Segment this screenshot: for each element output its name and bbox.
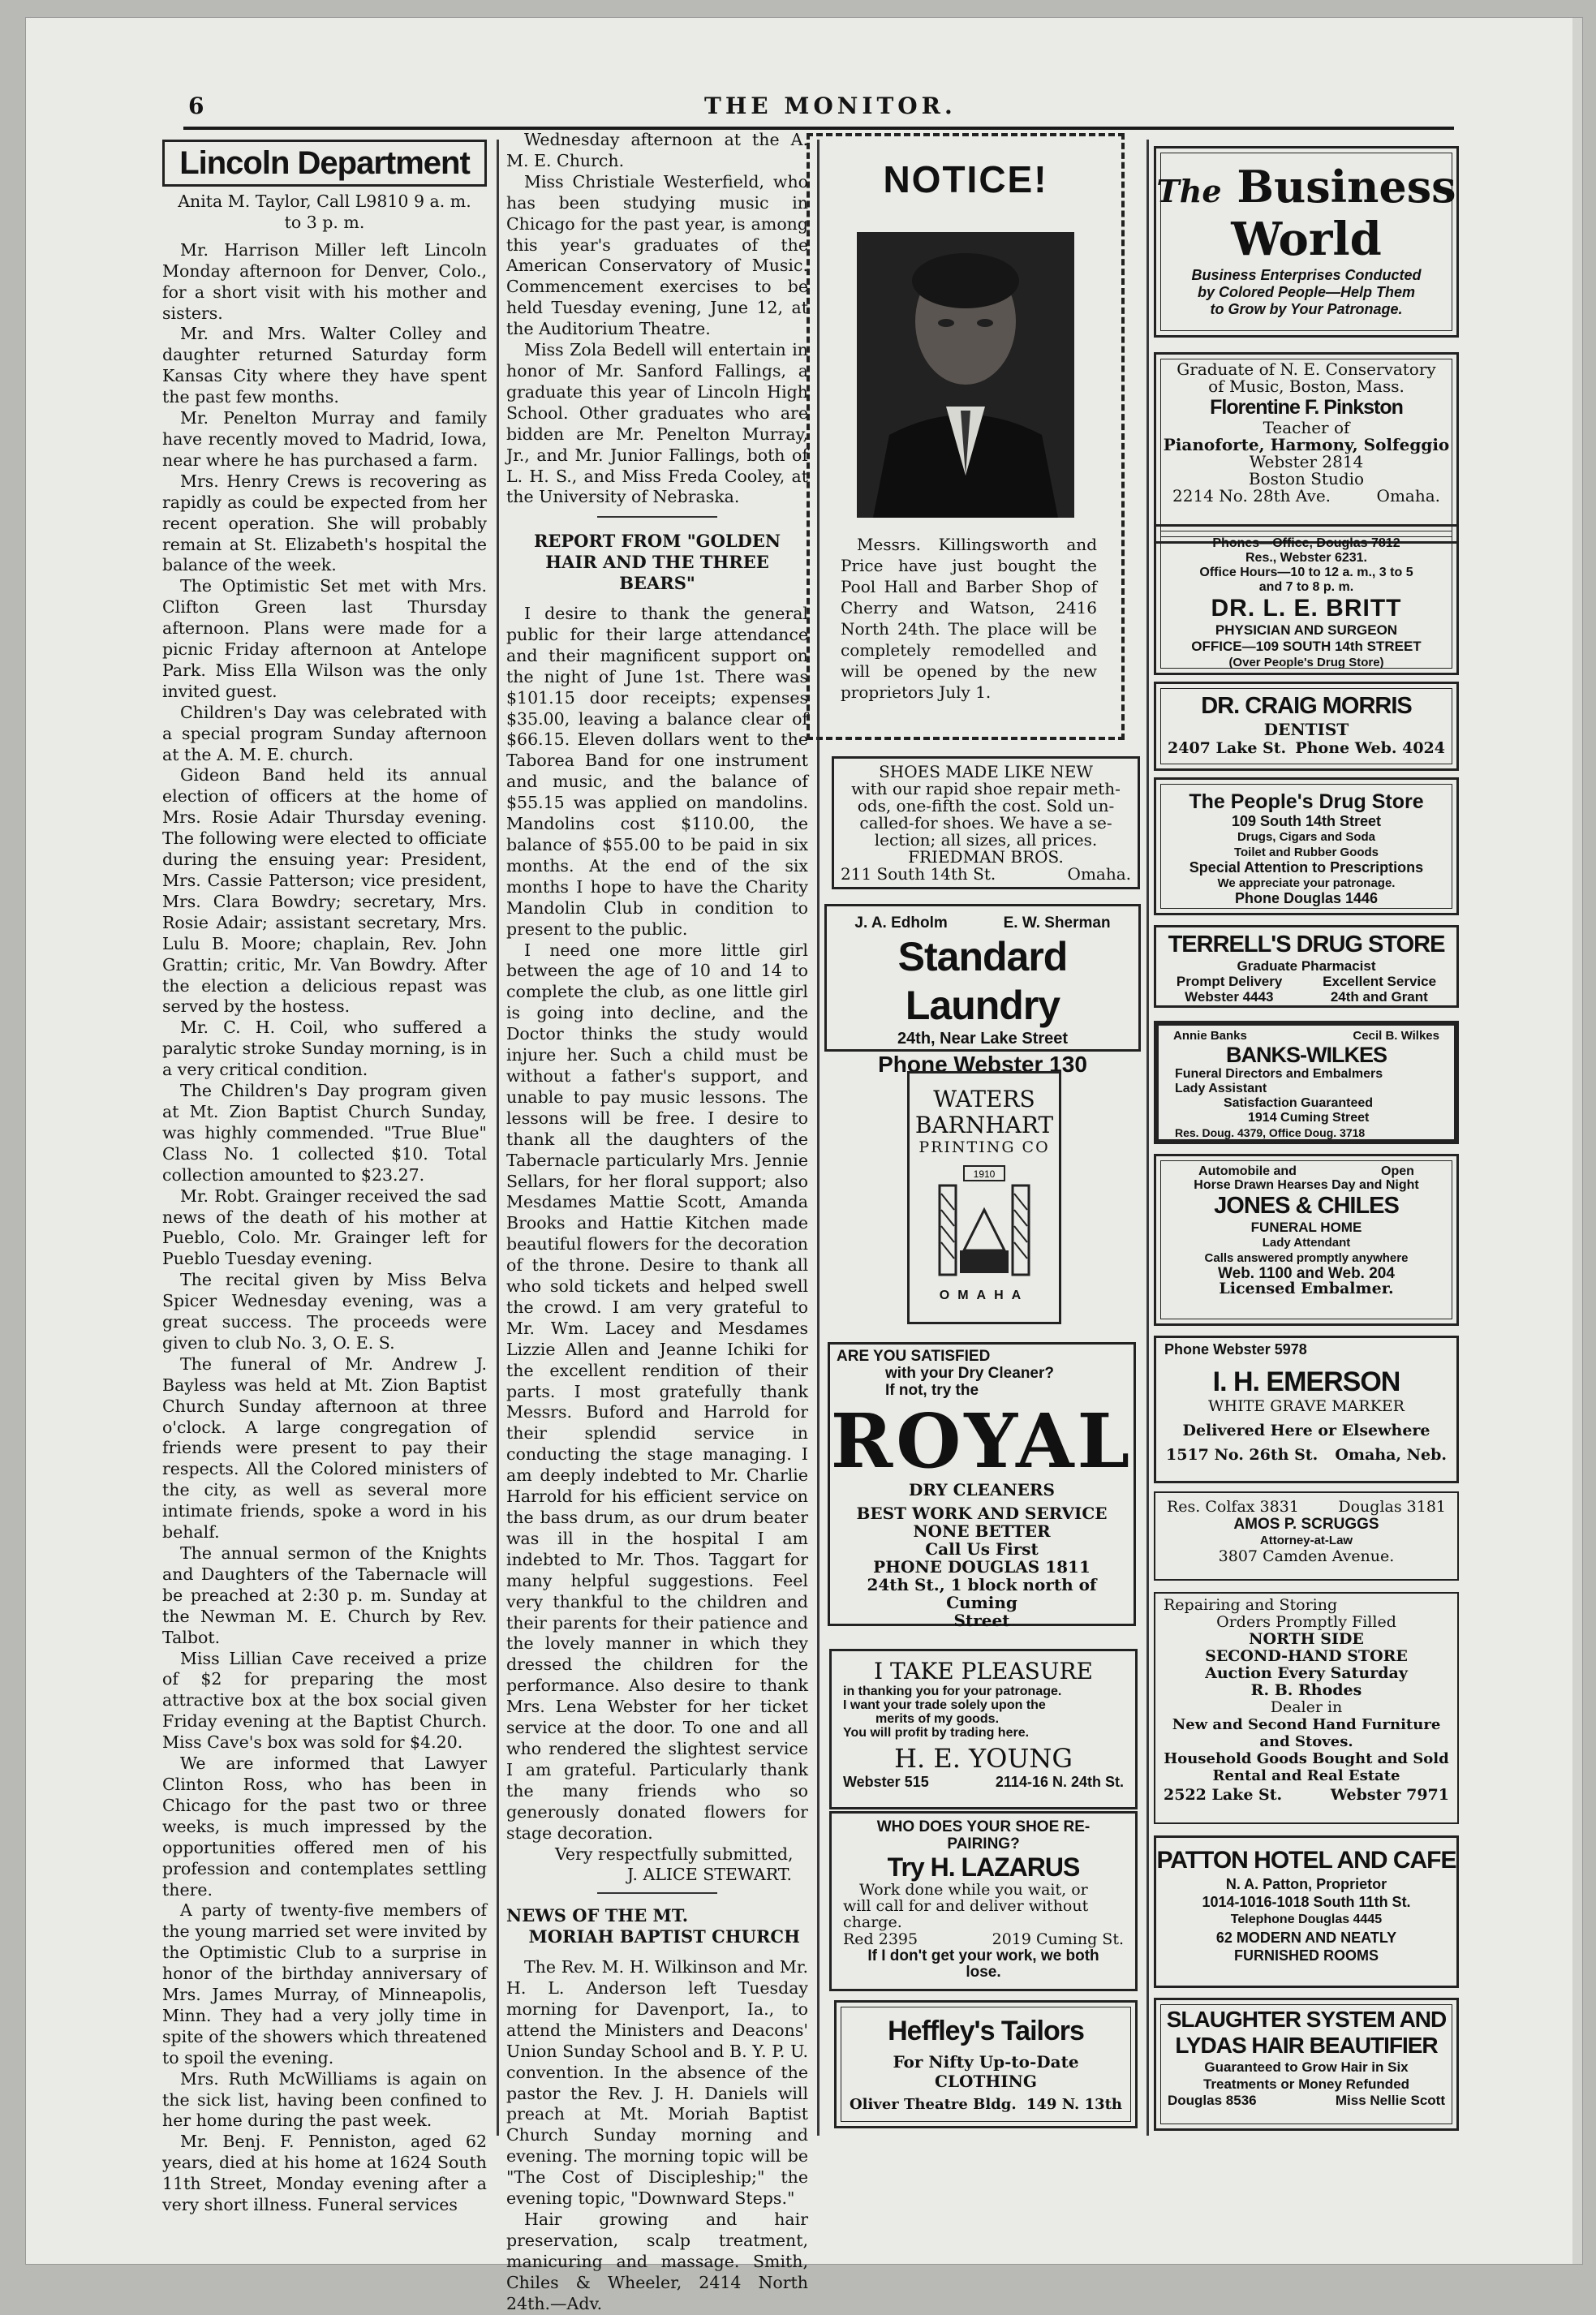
report-heading: REPORT FROM "GOLDEN HAIR AND THE THREE BEARS"	[533, 531, 781, 594]
page-number: 6	[188, 93, 206, 119]
friedman-shoes-ad: SHOES MADE LIKE NEW with our rapid shoe repair meth- ods, one-fifth the cost. Sold un- called-for shoes. We have a se- lection; all sizes, all prices. FRIEDMAN BROS. 211 South 14th St. Omaha.	[832, 756, 1140, 889]
portrait-photo	[857, 232, 1074, 518]
column-rule	[497, 140, 499, 2136]
byline: Anita M. Taylor, Call L9810 9 a. m. to 3 p. m.	[178, 191, 471, 232]
pinkston-music-ad: Graduate of N. E. Conservatory of Music, Boston, Mass. Florentine F. Pinkston Teacher of Pianoforte, Harmony, Solfeggio Webster 2814 Boston Studio 2214 No. 28th Ave. Omaha.	[1154, 352, 1459, 544]
royal-dry-cleaners-ad: ARE YOU SATISFIED with your Dry Cleaner? If not, try the ROYAL DRY CLEANERS BEST WORK AND SERVICE NONE BETTER Call Us First PHONE DOUGLAS 1811 24th St., 1 block north of Cuming Street	[828, 1342, 1136, 1626]
news-paragraph: Wednesday afternoon at the A. M. E. Church.	[506, 130, 808, 170]
news-items	[506, 130, 808, 508]
north-side-second-hand-store-ad: Repairing and Storing Orders Promptly Filled NORTH SIDE SECOND-HAND STORE Auction Every Saturday R. B. Rhodes Dealer in New and Second Hand Furniture and Stoves. Household Goods Bought and Sold Rental and Real Estate 2522 Lake St. Webster 7971	[1154, 1592, 1459, 1824]
news-paragraph: The recital given by Miss Belva Spicer Wednesday evening, was a great success. The proceeds were given to club No. 3, O. E. S.	[162, 1270, 487, 1353]
h-e-young-ad: I TAKE PLEASURE in thanking you for your patronage. I want your trade solely upon the merits of my goods. You will profit by trading here. H. E. YOUNG Webster 515 2114-16 N. 24th St.	[829, 1649, 1138, 1809]
closing: Very respectfully submitted,	[555, 1844, 794, 1864]
news-paragraph: The Children's Day program given at Mt. Zion Baptist Church Sunday, was highly commended. "True Blue" Class No. 1 collected $10. Total collection amounted to $23.27.	[162, 1081, 487, 1185]
divider	[597, 1892, 718, 1894]
news-paragraph: The annual sermon of the Knights and Daughters of the Tabernacle will be preached at 2:30 p. m. Sunday at the Newman M. E. Church by Rev. Talbot.	[162, 1543, 487, 1647]
portrait-illustration	[857, 232, 1074, 518]
signature: J. ALICE STEWART.	[626, 1865, 792, 1885]
news-paragraph: Mr. Harrison Miller left Lincoln Monday afternoon for Denver, Colo., for a short visit with his mother and sisters.	[162, 239, 487, 323]
waters-barnhart-printing-ad: WATERS BARNHART PRINTING CO 1910 OMAHA	[907, 1071, 1061, 1324]
patton-hotel-ad: PATTON HOTEL AND CAFE N. A. Patton, Proprietor 1014-1016-1018 South 11th St. Telephone Douglas 4445 62 MODERN AND NEATLY FURNISHED ROOMS	[1154, 1835, 1459, 1988]
news-paragraph: The Rev. M. H. Wilkinson and Mr. H. L. Anderson left Tuesday morning for Davenport, Ia., to attend the Ministers and Deacons' Union Sunday School and B. Y. P. U. convention. In the absence of the pastor the Rev. J. H. Daniels will preach at Mt. Moriah Baptist Church Sunday morning and evening. The morning topic will be "The Cost of Discipleship;" the evening topic, "Downward Steps."	[506, 1957, 808, 2209]
newspaper-page	[26, 18, 1582, 2313]
business-world-ad: The Business World Business Enterprises Conducted by Colored People—Help Them to Grow by Your Patronage.	[1154, 146, 1459, 338]
slaughter-system-ad: SLAUGHTER SYSTEM AND LYDAS HAIR BEAUTIFIER Guaranteed to Grow Hair in Six Treatments or Money Refunded Douglas 8536 Miss Nellie Scott	[1154, 1998, 1459, 2131]
news-paragraph: Mr. and Mrs. Walter Colley and daughter returned Saturday form Kansas City where they have spent the past few months.	[162, 324, 487, 407]
news-paragraph: Children's Day was celebrated with a special program Sunday afternoon at the A. M. E. church.	[162, 702, 487, 764]
header-rule	[183, 127, 1454, 130]
jones-chiles-ad: Automobile and Open Horse Drawn Hearses Day and Night JONES & CHILES FUNERAL HOME Lady Attendant Calls answered promptly anywhere Web. 1100 and Web. 204 Licensed Embalmer.	[1154, 1154, 1459, 1326]
banks-wilkes-ad: Annie Banks Cecil B. Wilkes BANKS-WILKES Funeral Directors and Embalmers Lady Assistant Satisfaction Guaranteed 1914 Cuming Street Res. Doug. 4379, Office Doug. 3718	[1154, 1021, 1459, 1144]
lincoln-department-column	[162, 140, 487, 2216]
news-items	[162, 240, 487, 2216]
news-paragraph: Hair growing and hair preservation, scalp treatment, manicuring and massage. Smith, Chiles & Wheeler, 2414 North 24th.—Adv.	[506, 2210, 808, 2313]
masthead-title: THE MONITOR.	[704, 93, 957, 119]
dr-craig-morris-ad: DR. CRAIG MORRIS DENTIST 2407 Lake St. Phone Web. 4024	[1154, 682, 1459, 771]
news-paragraph: Mrs. Henry Crews is recovering as rapidly as could be expected from her recent operation. She will probably remain at St. Elizabeth's hospital the balance of the week.	[162, 471, 487, 575]
news-paragraph: Miss Lillian Cave received a prize of $2 for preparing the most attractive box at the box social given Friday evening at the Baptist Church. Miss Cave's box was sold for $4.20.	[162, 1648, 487, 1753]
news-paragraph: Gideon Band held its annual election of officers at the home of Mrs. Rosie Adair Thursday evening. The following were elected to officiate during the ensuing year: President, Mrs. Cassie Patterson; vice president, Mrs. Clara Bowdry; secretary, Mrs. Rosie Adair; assistant secretary, Mrs. Lulu B. Moore; chaplain, Rev. John Grattin; critic, Mr. Van Bowdry. After the election a delicious repast was served by the hostess.	[162, 765, 487, 1017]
printing-press-emblem	[923, 1161, 1045, 1283]
emerson-grave-marker-ad: Phone Webster 5978 I. H. EMERSON WHITE GRAVE MARKER Delivered Here or Elsewhere 1517 No. 26th St. Omaha, Neb.	[1154, 1336, 1459, 1483]
section-title: Lincoln Department	[162, 140, 487, 187]
terrells-drug-store-ad: TERRELL'S DRUG STORE Graduate Pharmacist Prompt Delivery Excellent Service Webster 4443 24th and Grant	[1154, 925, 1459, 1008]
report-body	[506, 604, 808, 1844]
news-paragraph: Mr. C. H. Coil, who suffered a paralytic stroke Sunday morning, is in a very critical condition.	[162, 1018, 487, 1080]
notice-ad: NOTICE! Messrs. Killingsworth and Price have just bought the Pool Hall and Barber Shop of Cherry and Watson, 2416 North 24th. The place will be completely remodelled and will be opened by the new proprietors July 1.	[807, 133, 1125, 740]
divider	[597, 516, 718, 518]
h-lazarus-ad: WHO DOES YOUR SHOE RE- PAIRING? Try H. LAZARUS Work done while you wait, or will call for and deliver without charge. Red 2395 2019 Cuming St. If I don't get your work, we both lose.	[829, 1811, 1138, 1991]
news-paragraph: Mrs. Ruth McWilliams is again on the sick list, having been confined to her home during the past week.	[162, 2068, 487, 2131]
news-paragraph: Miss Christiale Westerfield, who has been studying music in Chicago for the past year, is among this year's graduates of the American Conservatory of Music. Commencement exercises to be held Tuesday evening, June 12, at the Auditorium Theatre.	[506, 171, 808, 339]
report-paragraph: I need one more little girl between the age of 10 and 14 to complete the club, as one little girl is going into decline, and the Doctor thinks the study would injure her. Such a child must be without a father's support, and unable to pay music lessons. The lessons will be free. I desire to thank all the daughters of the Tabernacle particularly Mrs. Jennie Sellars, for her floral support; also Mesdames Mattie Scott, Amanda Brooks and Hattie Kitchen made beautiful flowers for the decoration of the throne. Desire to thank all who sold tickets and helped swell the crowd. I am very grateful to Mr. Wm. Lacey and Mesdames Lizzie Allen and Jeanne Ichiki for the excellent rendition of their parts. I most gratefully thank Messrs. Buford and Harrold for their splendid service in conducting the stage managing. I am deeply indebted to Mr. Charlie Harrold for his efficient service on the bass drum, as our drum beater was ill in the hospital I am indebted to Mr. Thos. Taggart for many helpful suggestions. Feel very thankful to the children and their parents for their patience and the lovely manner in which they dressed the children for the performance. Also desire to thank Mrs. Lena Webster for her ticket service at the door. To one and all who rendered the slightest service I am grateful. Particularly thank the many friends who so generously donated flowers for stage decoration.	[506, 940, 808, 1843]
svg-text:1910: 1910	[973, 1168, 996, 1180]
heffleys-tailors-ad: Heffley's Tailors For Nifty Up-to-Date CLOTHING Oliver Theatre Bldg. 149 N. 13th	[834, 2000, 1138, 2128]
news-heading: NEWS OF THE MT.	[506, 1905, 689, 1926]
news-paragraph: We are informed that Lawyer Clinton Ross, who has been in Chicago for the past two or three weeks, is much impressed by the opportunities offered men of his profession and contemplates settling there.	[162, 1753, 487, 1900]
standard-laundry-ad: J. A. Edholm E. W. Sherman Standard Laundry 24th, Near Lake Street Phone Webster 130	[824, 904, 1141, 1052]
column-rule	[1146, 140, 1149, 2136]
peoples-drug-store-ad: The People's Drug Store 109 South 14th Street Drugs, Cigars and Soda Toilet and Rubber Goods Special Attention to Prescriptions We appreciate your patronage. Phone Douglas 1446	[1154, 777, 1459, 915]
report-paragraph: I desire to thank the general public for their large attendance and their magnificent support on the night of June 1st. There was $101.15 door receipts; expenses $35.00, leaving a balance clear of $66.15. Eleven dollars went to the Taborea Band for one instrument and music, and the balance of $55.15 was applied on mandolins. Mandolins cost $110.00, the balance of $55.00 to be paid in six months. At the end of the six months I hope to have the Charity Mandolin Club in condition to present to the public.	[506, 604, 808, 939]
news-body	[506, 1957, 808, 2314]
news-paragraph: Mr. Robt. Grainger received the sad news of the death of his mother at Pueblo, Colo. Mr. Grainger left for Pueblo Tuesday evening.	[162, 1185, 487, 1269]
amos-scruggs-ad: Res. Colfax 3831 Douglas 3181 AMOS P. SCRUGGS Attorney-at-Law 3807 Camden Avenue.	[1154, 1491, 1459, 1581]
news-paragraph: Mr. Penelton Murray and family have recently moved to Madrid, Iowa, near where he has purchased a farm.	[162, 408, 487, 470]
middle-column	[506, 130, 808, 2315]
dr-britt-ad: Phones—Office, Douglas 7812 Res., Webster 6231. Office Hours—10 to 12 a. m., 3 to 5 and 7 to 8 p. m. DR. L. E. BRITT PHYSICIAN AND SURGEON OFFICE—109 SOUTH 14th STREET (Over People's Drug Store)	[1154, 524, 1459, 675]
news-paragraph: The Optimistic Set met with Mrs. Clifton Green last Thursday afternoon. Plans were made for a picnic Friday afternoon at Antelope Park. Miss Ella Wilson was the only invited guest.	[162, 576, 487, 701]
news-heading: MORIAH BAPTIST CHURCH	[528, 1926, 800, 1947]
news-paragraph: A party of twenty-five members of the young married set were invited by the Optimistic Club to a surprise in honor of the birthday anniversary of Mrs. James Murray, of Minneapolis, Minn. They had a very jolly time in spite of the showers which threatened to spoil the evening.	[162, 1900, 487, 2068]
news-paragraph: Mr. Benj. F. Penniston, aged 62 years, died at his home at 1624 South 11th Street, Monday evening after a very short illness. Funeral services	[162, 2132, 487, 2215]
news-paragraph: The funeral of Mr. Andrew J. Bayless was held at Mt. Zion Baptist Church Sunday afternoon at three o'clock. A large congregation of friends were present to pay their respects. All the Colored ministers of the city, as well as several more intimate friends, spoke a word in his behalf.	[162, 1353, 487, 1543]
news-paragraph: Miss Zola Bedell will entertain in honor of Mr. Sanford Fallings, a graduate this year of Lincoln High School. Other graduates who are bidden are Mr. Penelton Murray, Jr., and Mr. Junior Fallings, both of L. H. S., and Miss Freda Cooley, at the University of Nebraska.	[506, 340, 808, 507]
